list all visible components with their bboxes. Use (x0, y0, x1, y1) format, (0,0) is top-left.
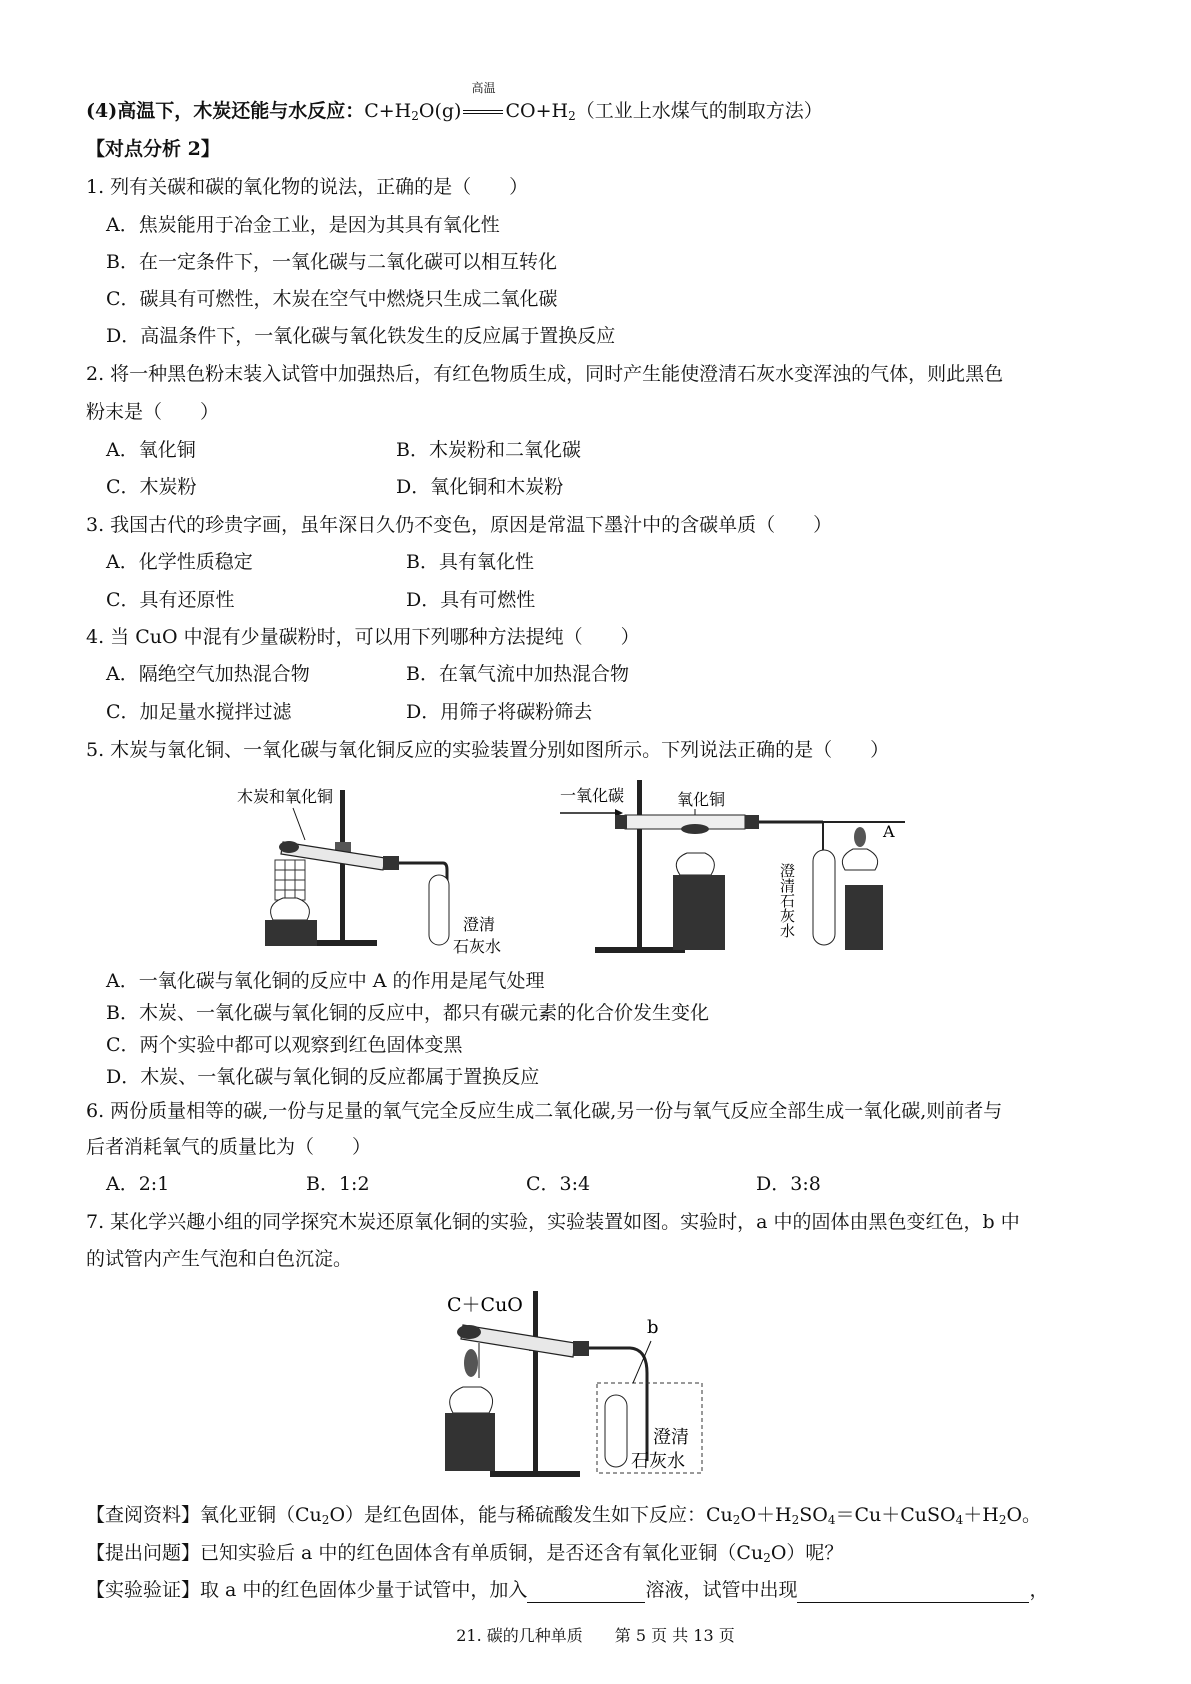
q3-option-d: D．具有可燃性 (406, 589, 536, 611)
fig1-label-water1: 澄清 (463, 915, 496, 934)
info-heading: 【查阅资料】 (86, 1504, 201, 1526)
q5-stem: 5. 木炭与氧化铜、一氧化碳与氧化铜反应的实验装置分别如图所示。下列说法正确的是（ ） (86, 739, 890, 761)
info-text2: O）是红色固体，能与稀硫酸发生如下反应：Cu (329, 1504, 733, 1526)
q6-option-d: D．3:8 (756, 1173, 821, 1195)
q4-option-c: C．加足量水搅拌过滤 (106, 701, 292, 723)
q6-option-b: B．1:2 (306, 1173, 370, 1195)
question-text: 已知实验后 a 中的红色固体含有单质铜，是否还含有氧化亚铜（Cu (200, 1542, 764, 1564)
q2-option-c: C．木炭粉 (106, 476, 197, 498)
q6-stem-line2: 后者消耗氧气的质量比为（ ） (86, 1136, 372, 1158)
q2-stem-line2: 粉末是（ ） (86, 401, 220, 423)
q5-option-c: C．两个实验中都可以观察到红色固体变黑 (106, 1034, 463, 1056)
info-text4: SO (799, 1504, 828, 1526)
q6-option-c: C．3:4 (526, 1173, 591, 1195)
fig2-label-cuo: 氧化铜 (677, 790, 726, 809)
intro-prefix: (4)高温下，木炭还能与水反应： (86, 100, 365, 122)
q2-option-b: B．木炭粉和二氧化碳 (396, 439, 581, 461)
q1-option-c: C．碳具有可燃性，木炭在空气中燃烧只生成二氧化碳 (106, 288, 558, 310)
info-text: 氧化亚铜（Cu (200, 1504, 322, 1526)
q5-option-b: B．木炭、一氧化碳与氧化铜的反应中，都只有碳元素的化合价发生变化 (106, 1002, 709, 1024)
q4-option-a: A．隔绝空气加热混合物 (106, 663, 310, 685)
eq-sub: 2 (411, 109, 419, 123)
q3-option-c: C．具有还原性 (106, 589, 235, 611)
q5-option-a: A．一氧化碳与氧化铜的反应中 A 的作用是尾气处理 (106, 970, 545, 992)
info-line (86, 1502, 1041, 1533)
sub: 2 (732, 1513, 741, 1527)
verify-line (86, 1577, 1048, 1603)
q6-stem-line1: 6. 两份质量相等的碳,一份与足量的氧气完全反应生成二氧化碳,另一份与氧气反应全部生成一氧化碳,则前者与 (86, 1100, 1003, 1122)
figure-charcoal-apparatus (225, 780, 555, 960)
fig2-label-a: A (883, 822, 895, 841)
q2-option-a: A．氧化铜 (106, 439, 196, 461)
q7-stem-line1: 7. 某化学兴趣小组的同学探究木炭还原氧化铜的实验，实验装置如图。实验时，a 中的固体由黑色变红色，b 中 (86, 1211, 1020, 1233)
q2-stem-line1: 2. 将一种黑色粉末装入试管中加强热后，有红色物质生成，同时产生能使澄清石灰水变浑浊的气体，则此黑色 (86, 363, 1004, 385)
fig1-label-water2: 石灰水 (453, 937, 502, 956)
q1-option-a: A．焦炭能用于冶金工业，是因为其具有氧化性 (106, 214, 500, 236)
figure-co-apparatus (555, 775, 955, 960)
q1-stem: 1. 列有关碳和碳的氧化物的说法，正确的是（ ） (86, 176, 529, 198)
eq-mid: O(g) (418, 100, 462, 122)
reaction-condition (461, 81, 505, 124)
fig3-label-water2: 石灰水 (631, 1451, 685, 1472)
sub: 4 (827, 1513, 836, 1527)
fig1-label-top: 木炭和氧化铜 (237, 787, 334, 806)
q6-option-a: A．2:1 (106, 1173, 170, 1195)
equals-sign (463, 110, 503, 114)
verify-heading: 【实验验证】 (86, 1579, 201, 1601)
fig3-label-water1: 澄清 (653, 1427, 689, 1448)
q4-option-b: B．在氧气流中加热混合物 (406, 663, 629, 685)
page-footer: 21. 碳的几种单质 第 5 页 共 13 页 (456, 1626, 735, 1645)
verify-text: 取 a 中的红色固体少量于试管中，加入 (200, 1579, 528, 1601)
info-text5: ＝Cu＋CuSO (835, 1504, 956, 1526)
info-text3: O＋H (740, 1504, 792, 1526)
sub: 2 (998, 1513, 1007, 1527)
sub: 2 (321, 1513, 330, 1527)
answer-blank-1[interactable] (527, 1582, 645, 1603)
verify-text2: 溶液，试管中出现 (645, 1579, 798, 1601)
info-text7: O。 (1006, 1504, 1042, 1526)
info-text6: ＋H (963, 1504, 999, 1526)
verify-text3: ， (1029, 1579, 1049, 1601)
eq-right: CO+H (505, 100, 569, 122)
fig2-label-water: 澄清石灰水 (778, 863, 796, 938)
eq-left: C+H (364, 100, 412, 122)
eq-sub2: 2 (568, 109, 576, 123)
fig3-label-b: b (647, 1317, 659, 1338)
q7-stem-line2: 的试管内产生气泡和白色沉淀。 (86, 1248, 353, 1270)
q2-option-d: D．氧化铜和木炭粉 (396, 476, 564, 498)
intro-line (86, 81, 823, 129)
answer-blank-2[interactable] (797, 1582, 1029, 1603)
q3-option-b: B．具有氧化性 (406, 551, 534, 573)
figure-reduction-apparatus (435, 1283, 775, 1488)
q3-option-a: A．化学性质稳定 (106, 551, 253, 573)
eq-note: （工业上水煤气的制取方法） (575, 100, 823, 122)
question-text2: O）呢？ (770, 1542, 844, 1564)
sub: 2 (763, 1551, 771, 1565)
question-heading: 【提出问题】 (86, 1542, 201, 1564)
fig3-label-top: C＋CuO (447, 1294, 523, 1316)
q5-option-d: D．木炭、一氧化碳与氧化铜的反应都属于置换反应 (106, 1066, 540, 1088)
sub: 2 (791, 1513, 800, 1527)
q1-option-d: D．高温条件下，一氧化碳与氧化铁发生的反应属于置换反应 (106, 325, 616, 347)
q4-option-d: D．用筛子将碳粉筛去 (406, 701, 593, 723)
question-line (86, 1540, 843, 1571)
condition-label: 高温 (471, 81, 496, 95)
fig2-label-gas: 一氧化碳 (560, 786, 625, 805)
q3-stem: 3. 我国古代的珍贵字画，虽年深日久仍不变色，原因是常温下墨汁中的含碳单质（ ） (86, 514, 833, 536)
sub: 4 (955, 1513, 964, 1527)
q4-stem: 4. 当 CuO 中混有少量碳粉时，可以用下列哪种方法提纯（ ） (86, 626, 640, 648)
section-title: 【对点分析 2】 (86, 138, 220, 160)
q1-option-b: B．在一定条件下，一氧化碳与二氧化碳可以相互转化 (106, 251, 557, 273)
